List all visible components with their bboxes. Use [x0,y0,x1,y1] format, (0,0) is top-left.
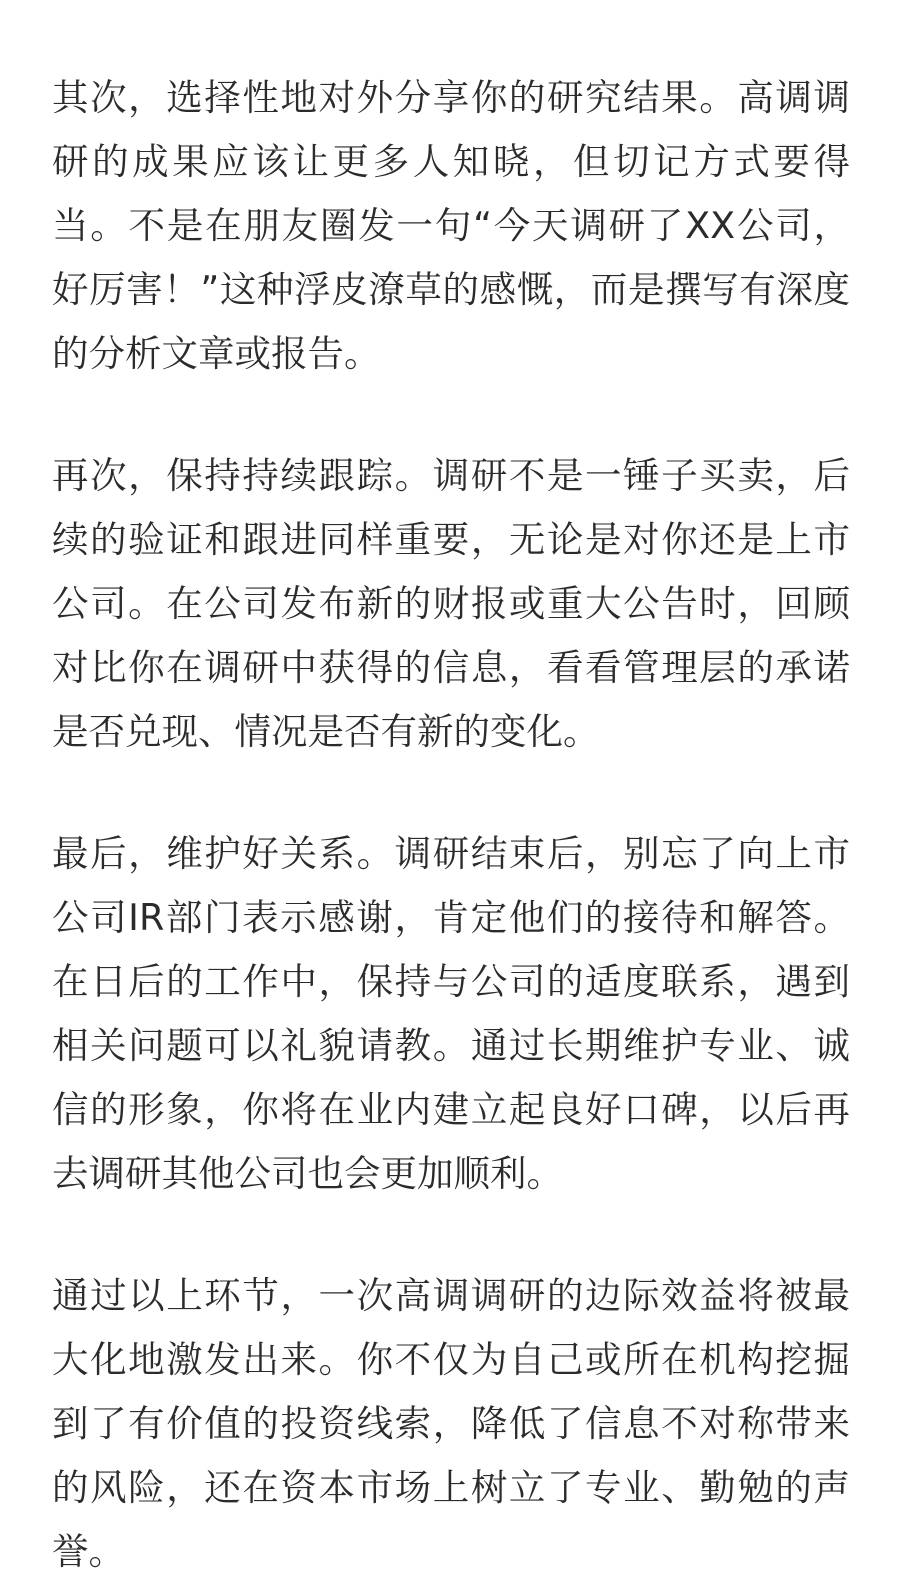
paragraph-continuous-tracking: 再次，保持持续跟踪。调研不是一锤子买卖，后续的验证和跟进同样重要，无论是对你还是上市公司。在公司发布新的财报或重大公告时，回顾对比你在调研中获得的信息，看看管理层的承诺是否兑现、情况是否有新的变化。 [52,454,850,753]
article-body [52,66,850,1584]
paragraph-conclusion: 通过以上环节，一次高调调研的边际效益将被最大化地激发出来。你不仅为自己或所在机构挖掘到了有价值的投资线索，降低了信息不对称带来的风险，还在资本市场上树立了专业、勤勉的声誉。 [52,1274,850,1573]
paragraph-maintain-relationship: 最后，维护好关系。调研结束后，别忘了向上市公司IR部门表示感谢，肯定他们的接待和解答。在日后的工作中，保持与公司的适度联系，遇到相关问题可以礼貌请教。通过长期维护专业、诚信的形象，你将在业内建立起良好口碑，以后再去调研其他公司也会更加顺利。 [52,832,850,1195]
paragraph-share-results: 其次，选择性地对外分享你的研究结果。高调调研的成果应该让更多人知晓，但切记方式要得当。不是在朋友圈发一句“今天调研了XX公司，好厉害！”这种浮皮潦草的感慨，而是撰写有深度的分析文章或报告。 [52,76,850,375]
